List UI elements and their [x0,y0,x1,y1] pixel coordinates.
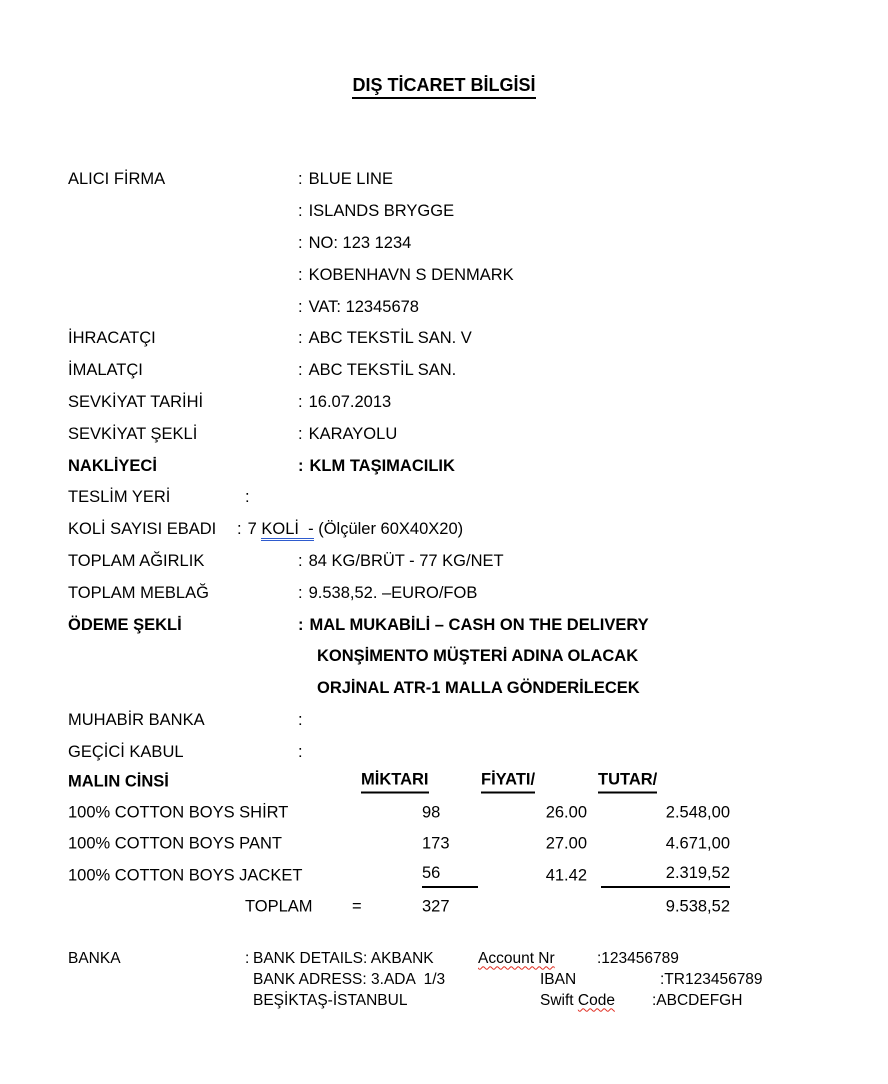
koli-underlined-text: KOLİ - [261,520,313,541]
colon: : [298,297,303,316]
header-miktari: MİKTARI [361,770,429,793]
field-label: NAKLİYECİ [68,456,157,475]
field-value: KONŞİMENTO MÜŞTERİ ADINA OLACAK [317,647,639,666]
code-word: Code [577,991,615,1009]
field-value: KLM TAŞIMACILIK [309,456,455,475]
table-row [0,860,888,891]
field-value: 16.07.2013 [308,392,392,411]
colon: : [298,551,303,570]
total-quantity: 327 [422,897,450,916]
item-price: 26.00 [545,803,587,822]
field-value [242,520,464,539]
field-value: ABC TEKSTİL SAN. V [308,329,472,348]
item-quantity: 56 [422,864,478,888]
colon: : [298,265,303,284]
field-label: ÖDEME ŞEKLİ [68,615,182,634]
field-label: SEVKİYAT TARİHİ [68,392,204,411]
field-row-odeme-sekli [68,609,848,641]
field-label: İMALATÇI [68,361,143,380]
field-row-buyer-address-1 [68,196,848,228]
goods-table [0,766,888,923]
field-row-buyer-vat [68,291,848,323]
field-row-alici-firma [68,164,848,196]
item-description: 100% COTTON BOYS SHİRT [68,803,289,822]
colon: : [245,949,250,967]
account-nr-label: Account Nr [478,949,555,967]
field-row-gecici-kabul [68,736,848,768]
header-fiyati: FİYATI/ [481,770,535,793]
field-label: GEÇİCİ KABUL [68,742,184,761]
colon: : [298,361,303,380]
field-label: TOPLAM MEBLAĞ [68,583,209,602]
field-row-buyer-address-3 [68,259,848,291]
bank-line-1 [0,948,888,969]
colon: : [298,170,303,189]
item-price: 27.00 [545,834,587,853]
field-label: ALICI FİRMA [68,170,166,189]
item-quantity: 173 [422,834,450,853]
colon: : [298,456,304,475]
field-value: MAL MUKABİLİ – CASH ON THE DELIVERY [309,615,649,634]
header-tutar: TUTAR/ [598,770,657,793]
field-value: VAT: 12345678 [308,297,419,316]
page-title: DIŞ TİCARET BİLGİSİ [352,75,535,99]
field-row-sevkiyat-sekli [68,418,848,450]
colon: : [298,742,303,761]
bank-city: BEŞİKTAŞ-İSTANBUL [253,991,408,1009]
title-row [0,75,888,99]
item-quantity: 98 [422,803,441,822]
colon: : [298,710,303,729]
field-label: TOPLAM AĞIRLIK [68,551,205,570]
field-value: BLUE LINE [308,170,393,189]
iban-label: IBAN [540,970,577,988]
field-row-imalatci [68,355,848,387]
koli-dimensions: (Ölçüler 60X40X20) [313,520,464,539]
colon: : [298,329,303,348]
field-row-teslim-yeri [68,482,848,514]
colon: : [298,424,303,443]
field-row-muhabir-banka [68,705,848,737]
bank-details: BANK DETAILS: AKBANK [253,949,434,967]
table-total-row [0,892,888,923]
field-value: KOBENHAVN S DENMARK [308,265,514,284]
colon: : [298,233,303,252]
field-row-nakliyeci [68,450,848,482]
payment-continuation-1 [68,641,848,673]
colon: : [298,392,303,411]
field-row-buyer-address-2 [68,228,848,260]
item-description: 100% COTTON BOYS PANT [68,834,282,853]
field-value: 9.538,52. –EURO/FOB [308,583,478,602]
item-amount: 4.671,00 [665,834,730,853]
item-amount: 2.319,52 [601,864,730,888]
field-row-toplam-agirlik [68,546,848,578]
item-amount: 2.548,00 [665,803,730,822]
bank-line-3 [0,990,888,1011]
iban-value: :TR123456789 [660,970,763,988]
swift-word: Swift [540,991,578,1009]
equals-sign: = [352,897,362,916]
table-row [0,829,888,860]
swift-code-label [540,992,615,1010]
bank-address: BANK ADRESS: 3.ADA 1/3 [253,970,446,988]
item-price: 41.42 [545,866,587,885]
total-label: TOPLAM [245,897,313,916]
field-value: NO: 123 1234 [308,233,412,252]
bank-line-2 [0,969,888,990]
field-list [68,164,848,768]
total-amount: 9.538,52 [665,897,730,916]
field-label: KOLİ SAYISI EBADI [68,520,217,539]
colon: : [298,615,304,634]
field-value: 84 KG/BRÜT - 77 KG/NET [308,551,504,570]
field-row-koli-sayisi [68,514,848,546]
field-label: İHRACATÇI [68,329,156,348]
item-description: 100% COTTON BOYS JACKET [68,866,303,885]
account-nr-value: :123456789 [597,949,679,967]
field-value: KARAYOLU [308,424,398,443]
bank-section [0,948,888,1011]
field-row-ihracatci [68,323,848,355]
field-value: ISLANDS BRYGGE [308,202,455,221]
goods-table-header [0,766,888,797]
swift-code-value: :ABCDEFGH [652,991,743,1009]
field-value: ABC TEKSTİL SAN. [308,361,457,380]
field-value: ORJİNAL ATR-1 MALLA GÖNDERİLECEK [317,679,640,698]
bank-label: BANKA [68,949,121,967]
koli-count: 7 [247,520,262,539]
field-label: TESLİM YERİ [68,488,171,507]
colon: : [237,520,242,539]
table-row [0,797,888,828]
colon: : [298,583,303,602]
colon: : [298,202,303,221]
field-label: SEVKİYAT ŞEKLİ [68,424,198,443]
header-malin-cinsi: MALIN CİNSİ [68,772,169,791]
field-row-sevkiyat-tarihi [68,387,848,419]
payment-continuation-2 [68,673,848,705]
colon: : [245,488,250,507]
field-label: MUHABİR BANKA [68,710,205,729]
field-row-toplam-meblag [68,577,848,609]
